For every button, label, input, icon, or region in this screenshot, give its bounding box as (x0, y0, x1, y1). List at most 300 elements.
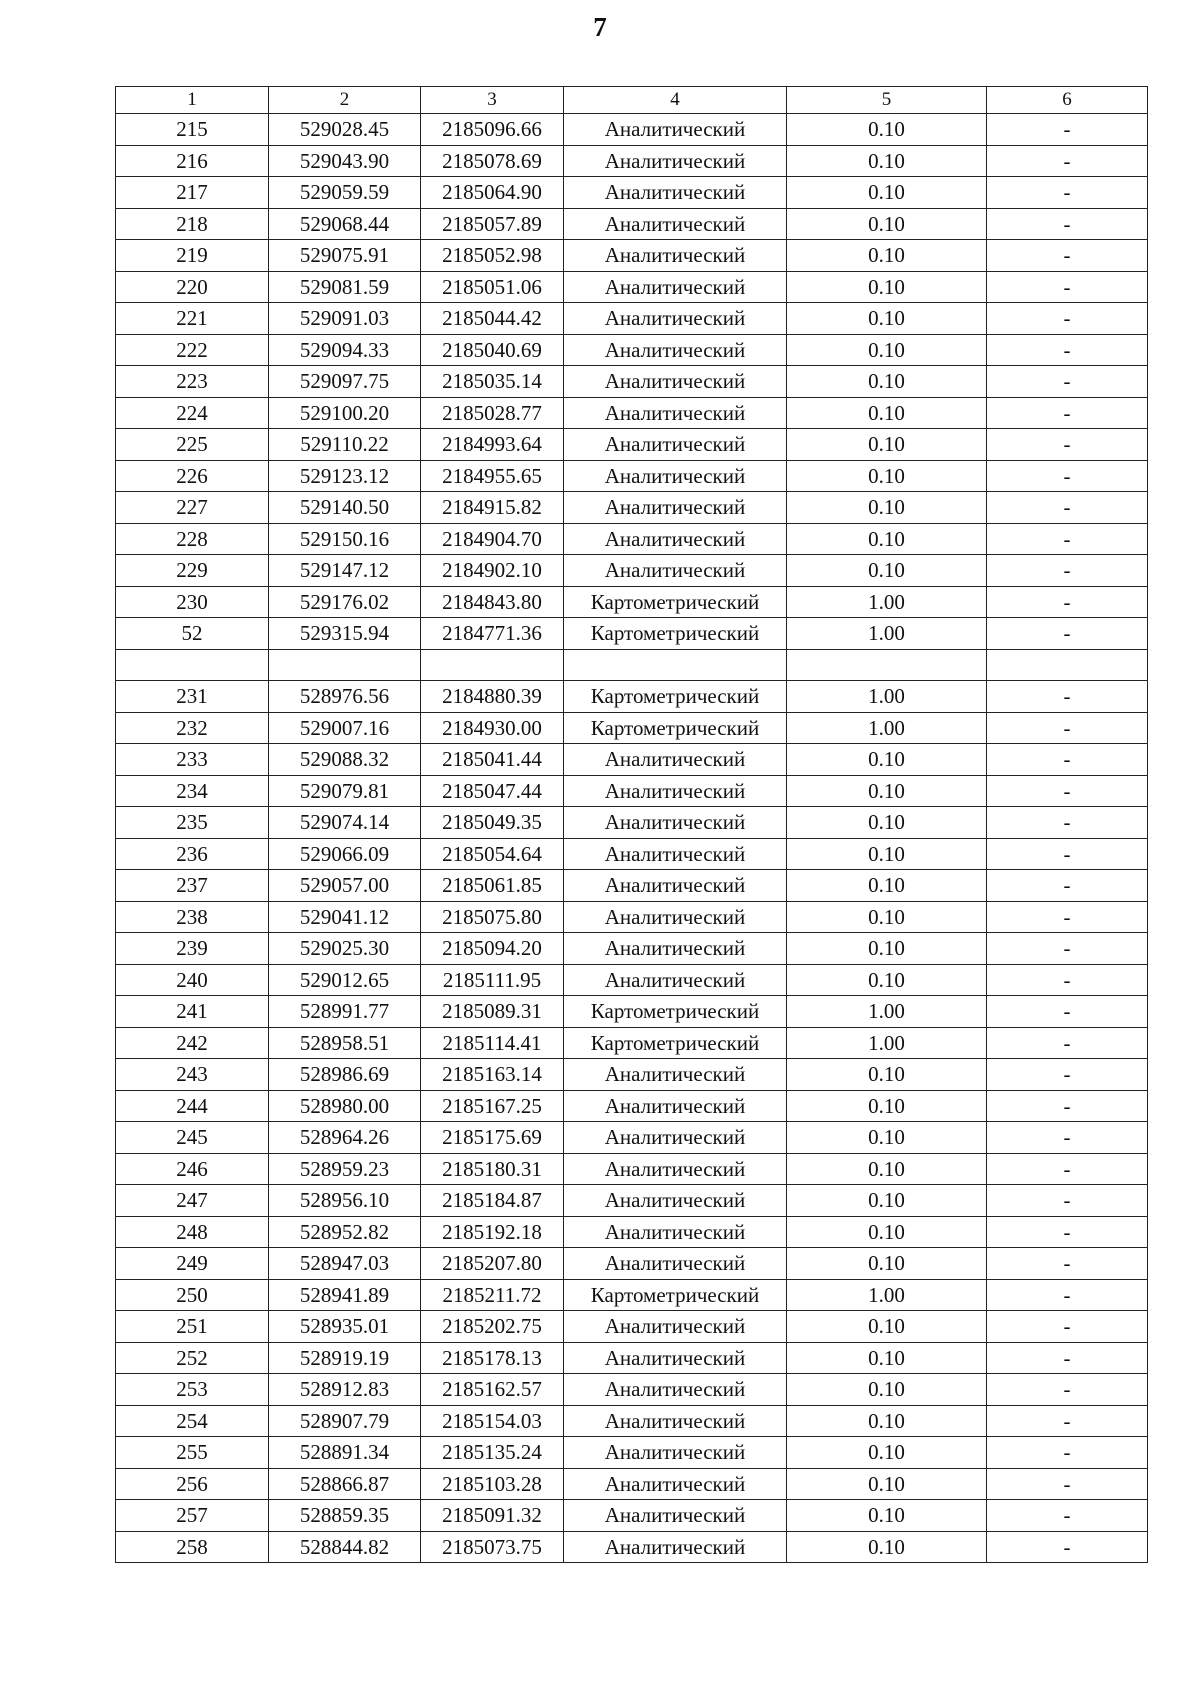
cell-y-coordinate: 2185064.90 (421, 177, 564, 209)
cell-x-coordinate: 529025.30 (269, 933, 421, 965)
cell-x-coordinate: 529081.59 (269, 271, 421, 303)
cell-y-coordinate: 2185057.89 (421, 208, 564, 240)
cell-accuracy: 0.10 (787, 460, 987, 492)
cell-point-number: 220 (116, 271, 269, 303)
cell-note: - (987, 901, 1148, 933)
table-row (116, 271, 1148, 303)
table-row (116, 996, 1148, 1028)
cell-accuracy: 1.00 (787, 1279, 987, 1311)
cell-method: Аналитический (564, 114, 787, 146)
table-row (116, 555, 1148, 587)
cell-method: Аналитический (564, 1531, 787, 1563)
cell-method: Аналитический (564, 1059, 787, 1091)
cell-note: - (987, 933, 1148, 965)
table-row (116, 397, 1148, 429)
table-row (116, 901, 1148, 933)
cell-accuracy: 0.10 (787, 366, 987, 398)
table-row (116, 1374, 1148, 1406)
cell-accuracy: 1.00 (787, 712, 987, 744)
cell-method: Картометрический (564, 1027, 787, 1059)
cell-y-coordinate: 2184915.82 (421, 492, 564, 524)
cell-y-coordinate: 2184955.65 (421, 460, 564, 492)
cell-method: Аналитический (564, 744, 787, 776)
cell-note: - (987, 555, 1148, 587)
table-row (116, 492, 1148, 524)
cell-note: - (987, 1311, 1148, 1343)
cell-x-coordinate: 529028.45 (269, 114, 421, 146)
cell-method: Аналитический (564, 901, 787, 933)
cell-x-coordinate: 529110.22 (269, 429, 421, 461)
cell-note: - (987, 1090, 1148, 1122)
cell-y-coordinate: 2185111.95 (421, 964, 564, 996)
cell-method: Картометрический (564, 996, 787, 1028)
cell-method: Аналитический (564, 334, 787, 366)
cell-accuracy: 0.10 (787, 1059, 987, 1091)
cell-accuracy: 0.10 (787, 177, 987, 209)
cell-note (987, 649, 1148, 681)
cell-x-coordinate: 528980.00 (269, 1090, 421, 1122)
cell-method: Аналитический (564, 303, 787, 335)
cell-accuracy: 0.10 (787, 303, 987, 335)
table-row (116, 1185, 1148, 1217)
cell-method: Аналитический (564, 555, 787, 587)
cell-x-coordinate (269, 649, 421, 681)
cell-y-coordinate: 2184930.00 (421, 712, 564, 744)
cell-y-coordinate: 2185207.80 (421, 1248, 564, 1280)
cell-note: - (987, 492, 1148, 524)
table-row (116, 523, 1148, 555)
cell-accuracy: 0.10 (787, 1405, 987, 1437)
cell-method: Аналитический (564, 933, 787, 965)
cell-y-coordinate: 2185073.75 (421, 1531, 564, 1563)
cell-method: Аналитический (564, 208, 787, 240)
cell-method: Аналитический (564, 366, 787, 398)
cell-accuracy: 0.10 (787, 555, 987, 587)
cell-note: - (987, 1531, 1148, 1563)
cell-point-number: 219 (116, 240, 269, 272)
table-row (116, 618, 1148, 650)
cell-note: - (987, 429, 1148, 461)
cell-point-number: 222 (116, 334, 269, 366)
cell-x-coordinate: 528947.03 (269, 1248, 421, 1280)
cell-accuracy: 0.10 (787, 1216, 987, 1248)
cell-accuracy: 0.10 (787, 492, 987, 524)
cell-note: - (987, 1059, 1148, 1091)
cell-accuracy: 0.10 (787, 901, 987, 933)
cell-method: Аналитический (564, 397, 787, 429)
cell-point-number: 251 (116, 1311, 269, 1343)
cell-x-coordinate: 529041.12 (269, 901, 421, 933)
cell-y-coordinate: 2185135.24 (421, 1437, 564, 1469)
cell-y-coordinate: 2184771.36 (421, 618, 564, 650)
cell-x-coordinate: 529147.12 (269, 555, 421, 587)
table-body (116, 87, 1148, 1563)
cell-method: Аналитический (564, 492, 787, 524)
cell-accuracy: 1.00 (787, 618, 987, 650)
cell-accuracy: 0.10 (787, 429, 987, 461)
cell-x-coordinate: 528959.23 (269, 1153, 421, 1185)
cell-x-coordinate: 529059.59 (269, 177, 421, 209)
cell-x-coordinate: 529075.91 (269, 240, 421, 272)
cell-point-number: 258 (116, 1531, 269, 1563)
cell-method: Аналитический (564, 807, 787, 839)
cell-note: - (987, 1153, 1148, 1185)
cell-y-coordinate: 2185202.75 (421, 1311, 564, 1343)
cell-x-coordinate: 529100.20 (269, 397, 421, 429)
cell-method: Аналитический (564, 1185, 787, 1217)
table-row (116, 1531, 1148, 1563)
cell-point-number: 256 (116, 1468, 269, 1500)
cell-x-coordinate: 529140.50 (269, 492, 421, 524)
cell-x-coordinate: 529007.16 (269, 712, 421, 744)
cell-accuracy: 0.10 (787, 807, 987, 839)
cell-point-number: 217 (116, 177, 269, 209)
cell-method: Аналитический (564, 1122, 787, 1154)
cell-accuracy: 0.10 (787, 870, 987, 902)
table-row (116, 460, 1148, 492)
cell-y-coordinate: 2185054.64 (421, 838, 564, 870)
cell-point-number: 229 (116, 555, 269, 587)
table-row (116, 870, 1148, 902)
cell-point-number: 244 (116, 1090, 269, 1122)
cell-x-coordinate: 528919.19 (269, 1342, 421, 1374)
cell-method: Картометрический (564, 618, 787, 650)
cell-point-number: 232 (116, 712, 269, 744)
table-row (116, 1311, 1148, 1343)
cell-x-coordinate: 528958.51 (269, 1027, 421, 1059)
cell-y-coordinate: 2185175.69 (421, 1122, 564, 1154)
cell-y-coordinate: 2185163.14 (421, 1059, 564, 1091)
table-row (116, 1216, 1148, 1248)
table-row (116, 681, 1148, 713)
table-row (116, 1059, 1148, 1091)
cell-x-coordinate: 528935.01 (269, 1311, 421, 1343)
cell-accuracy: 0.10 (787, 964, 987, 996)
cell-accuracy: 0.10 (787, 744, 987, 776)
cell-point-number: 228 (116, 523, 269, 555)
cell-note: - (987, 1185, 1148, 1217)
cell-accuracy: 0.10 (787, 271, 987, 303)
table-row (116, 649, 1148, 681)
cell-point-number: 223 (116, 366, 269, 398)
cell-method (564, 649, 787, 681)
cell-method: Аналитический (564, 1468, 787, 1500)
table-row (116, 1279, 1148, 1311)
cell-note: - (987, 1216, 1148, 1248)
cell-note: - (987, 618, 1148, 650)
cell-x-coordinate: 528964.26 (269, 1122, 421, 1154)
cell-accuracy: 0.10 (787, 1311, 987, 1343)
cell-y-coordinate: 2184993.64 (421, 429, 564, 461)
cell-accuracy (787, 649, 987, 681)
cell-note: - (987, 1468, 1148, 1500)
cell-note: - (987, 334, 1148, 366)
cell-method: Аналитический (564, 240, 787, 272)
cell-x-coordinate: 529176.02 (269, 586, 421, 618)
table-row (116, 114, 1148, 146)
cell-point-number: 238 (116, 901, 269, 933)
cell-y-coordinate: 2185091.32 (421, 1500, 564, 1532)
cell-x-coordinate: 529079.81 (269, 775, 421, 807)
cell-method: Аналитический (564, 429, 787, 461)
cell-y-coordinate: 2185028.77 (421, 397, 564, 429)
cell-note: - (987, 145, 1148, 177)
cell-x-coordinate: 529066.09 (269, 838, 421, 870)
cell-x-coordinate: 528956.10 (269, 1185, 421, 1217)
cell-note: - (987, 1248, 1148, 1280)
cell-point-number: 257 (116, 1500, 269, 1532)
column-header-1: 1 (116, 87, 269, 114)
cell-note: - (987, 775, 1148, 807)
cell-method: Аналитический (564, 1342, 787, 1374)
cell-x-coordinate: 529057.00 (269, 870, 421, 902)
cell-x-coordinate: 529074.14 (269, 807, 421, 839)
cell-x-coordinate: 529150.16 (269, 523, 421, 555)
cell-note: - (987, 1437, 1148, 1469)
table-row (116, 1342, 1148, 1374)
table-row (116, 933, 1148, 965)
cell-accuracy: 1.00 (787, 681, 987, 713)
cell-y-coordinate: 2185049.35 (421, 807, 564, 839)
cell-point-number: 224 (116, 397, 269, 429)
cell-y-coordinate: 2185178.13 (421, 1342, 564, 1374)
cell-accuracy: 0.10 (787, 775, 987, 807)
cell-accuracy: 1.00 (787, 1027, 987, 1059)
cell-point-number: 255 (116, 1437, 269, 1469)
cell-x-coordinate: 529315.94 (269, 618, 421, 650)
cell-method: Аналитический (564, 1405, 787, 1437)
cell-method: Аналитический (564, 523, 787, 555)
table-row (116, 1405, 1148, 1437)
table-header-row (116, 87, 1148, 114)
cell-point-number: 249 (116, 1248, 269, 1280)
cell-accuracy: 1.00 (787, 586, 987, 618)
table-row (116, 177, 1148, 209)
cell-y-coordinate: 2185103.28 (421, 1468, 564, 1500)
cell-y-coordinate: 2185041.44 (421, 744, 564, 776)
cell-point-number: 234 (116, 775, 269, 807)
cell-point-number (116, 649, 269, 681)
cell-point-number: 215 (116, 114, 269, 146)
cell-y-coordinate: 2185162.57 (421, 1374, 564, 1406)
cell-y-coordinate: 2185035.14 (421, 366, 564, 398)
cell-note: - (987, 1500, 1148, 1532)
table-row (116, 744, 1148, 776)
cell-note: - (987, 744, 1148, 776)
table-row (116, 145, 1148, 177)
cell-point-number: 252 (116, 1342, 269, 1374)
cell-x-coordinate: 528952.82 (269, 1216, 421, 1248)
table-row (116, 208, 1148, 240)
column-header-2: 2 (269, 87, 421, 114)
cell-point-number: 216 (116, 145, 269, 177)
cell-point-number: 236 (116, 838, 269, 870)
table-row (116, 1500, 1148, 1532)
coordinates-table (115, 86, 1148, 1563)
cell-x-coordinate: 528859.35 (269, 1500, 421, 1532)
cell-x-coordinate: 529012.65 (269, 964, 421, 996)
cell-note: - (987, 870, 1148, 902)
cell-accuracy: 0.10 (787, 1374, 987, 1406)
cell-y-coordinate: 2185061.85 (421, 870, 564, 902)
cell-y-coordinate: 2185096.66 (421, 114, 564, 146)
cell-note: - (987, 271, 1148, 303)
cell-y-coordinate: 2185047.44 (421, 775, 564, 807)
cell-method: Аналитический (564, 1216, 787, 1248)
column-header-5: 5 (787, 87, 987, 114)
cell-y-coordinate: 2185184.87 (421, 1185, 564, 1217)
cell-note: - (987, 996, 1148, 1028)
cell-method: Картометрический (564, 586, 787, 618)
cell-x-coordinate: 529068.44 (269, 208, 421, 240)
cell-method: Аналитический (564, 1153, 787, 1185)
cell-point-number: 52 (116, 618, 269, 650)
cell-accuracy: 0.10 (787, 1090, 987, 1122)
table-row (116, 838, 1148, 870)
cell-note: - (987, 681, 1148, 713)
cell-method: Аналитический (564, 145, 787, 177)
cell-y-coordinate: 2185180.31 (421, 1153, 564, 1185)
column-header-6: 6 (987, 87, 1148, 114)
cell-note: - (987, 523, 1148, 555)
table-row (116, 586, 1148, 618)
cell-y-coordinate: 2185075.80 (421, 901, 564, 933)
cell-point-number: 243 (116, 1059, 269, 1091)
cell-y-coordinate: 2185167.25 (421, 1090, 564, 1122)
cell-y-coordinate: 2185211.72 (421, 1279, 564, 1311)
cell-note: - (987, 1342, 1148, 1374)
cell-x-coordinate: 529094.33 (269, 334, 421, 366)
table-row (116, 964, 1148, 996)
cell-accuracy: 1.00 (787, 996, 987, 1028)
cell-x-coordinate: 528986.69 (269, 1059, 421, 1091)
cell-note: - (987, 712, 1148, 744)
cell-note: - (987, 1122, 1148, 1154)
cell-y-coordinate (421, 649, 564, 681)
cell-accuracy: 0.10 (787, 1531, 987, 1563)
cell-method: Аналитический (564, 838, 787, 870)
page-number: 7 (593, 12, 607, 42)
cell-y-coordinate: 2185089.31 (421, 996, 564, 1028)
cell-x-coordinate: 528866.87 (269, 1468, 421, 1500)
cell-note: - (987, 586, 1148, 618)
cell-point-number: 227 (116, 492, 269, 524)
cell-x-coordinate: 528976.56 (269, 681, 421, 713)
table-row (116, 775, 1148, 807)
cell-accuracy: 0.10 (787, 523, 987, 555)
cell-point-number: 231 (116, 681, 269, 713)
cell-note: - (987, 208, 1148, 240)
cell-method: Картометрический (564, 1279, 787, 1311)
cell-point-number: 221 (116, 303, 269, 335)
cell-point-number: 242 (116, 1027, 269, 1059)
cell-note: - (987, 397, 1148, 429)
cell-point-number: 248 (116, 1216, 269, 1248)
cell-note: - (987, 807, 1148, 839)
cell-note: - (987, 1374, 1148, 1406)
cell-point-number: 235 (116, 807, 269, 839)
cell-accuracy: 0.10 (787, 208, 987, 240)
cell-point-number: 241 (116, 996, 269, 1028)
table-row (116, 240, 1148, 272)
cell-point-number: 253 (116, 1374, 269, 1406)
cell-y-coordinate: 2185192.18 (421, 1216, 564, 1248)
cell-note: - (987, 240, 1148, 272)
cell-method: Аналитический (564, 271, 787, 303)
table-row (116, 429, 1148, 461)
column-header-4: 4 (564, 87, 787, 114)
cell-x-coordinate: 529043.90 (269, 145, 421, 177)
cell-point-number: 218 (116, 208, 269, 240)
column-header-3: 3 (421, 87, 564, 114)
table-row (116, 1437, 1148, 1469)
cell-y-coordinate: 2184904.70 (421, 523, 564, 555)
cell-point-number: 225 (116, 429, 269, 461)
cell-accuracy: 0.10 (787, 114, 987, 146)
cell-accuracy: 0.10 (787, 1185, 987, 1217)
cell-point-number: 226 (116, 460, 269, 492)
cell-note: - (987, 303, 1148, 335)
cell-accuracy: 0.10 (787, 1500, 987, 1532)
cell-note: - (987, 838, 1148, 870)
table-row (116, 1090, 1148, 1122)
cell-method: Аналитический (564, 1248, 787, 1280)
cell-point-number: 245 (116, 1122, 269, 1154)
cell-method: Картометрический (564, 712, 787, 744)
cell-accuracy: 0.10 (787, 145, 987, 177)
table-row (116, 366, 1148, 398)
cell-y-coordinate: 2185051.06 (421, 271, 564, 303)
cell-accuracy: 0.10 (787, 1468, 987, 1500)
cell-method: Аналитический (564, 1374, 787, 1406)
cell-note: - (987, 1405, 1148, 1437)
table-row (116, 1027, 1148, 1059)
cell-method: Аналитический (564, 1500, 787, 1532)
cell-x-coordinate: 528912.83 (269, 1374, 421, 1406)
cell-accuracy: 0.10 (787, 1153, 987, 1185)
table-row (116, 1248, 1148, 1280)
cell-accuracy: 0.10 (787, 334, 987, 366)
cell-x-coordinate: 528844.82 (269, 1531, 421, 1563)
cell-y-coordinate: 2185154.03 (421, 1405, 564, 1437)
cell-accuracy: 0.10 (787, 1248, 987, 1280)
table-row (116, 1122, 1148, 1154)
cell-method: Аналитический (564, 460, 787, 492)
cell-y-coordinate: 2185114.41 (421, 1027, 564, 1059)
cell-accuracy: 0.10 (787, 397, 987, 429)
cell-x-coordinate: 528941.89 (269, 1279, 421, 1311)
cell-accuracy: 0.10 (787, 838, 987, 870)
cell-method: Аналитический (564, 1437, 787, 1469)
cell-note: - (987, 114, 1148, 146)
cell-point-number: 230 (116, 586, 269, 618)
cell-x-coordinate: 529091.03 (269, 303, 421, 335)
cell-x-coordinate: 529123.12 (269, 460, 421, 492)
table-row (116, 1468, 1148, 1500)
cell-note: - (987, 1279, 1148, 1311)
cell-x-coordinate: 528891.34 (269, 1437, 421, 1469)
cell-y-coordinate: 2185094.20 (421, 933, 564, 965)
table-row (116, 334, 1148, 366)
cell-accuracy: 0.10 (787, 1437, 987, 1469)
cell-note: - (987, 366, 1148, 398)
cell-note: - (987, 964, 1148, 996)
cell-method: Аналитический (564, 1311, 787, 1343)
cell-method: Аналитический (564, 870, 787, 902)
cell-method: Аналитический (564, 964, 787, 996)
cell-point-number: 233 (116, 744, 269, 776)
cell-method: Аналитический (564, 1090, 787, 1122)
